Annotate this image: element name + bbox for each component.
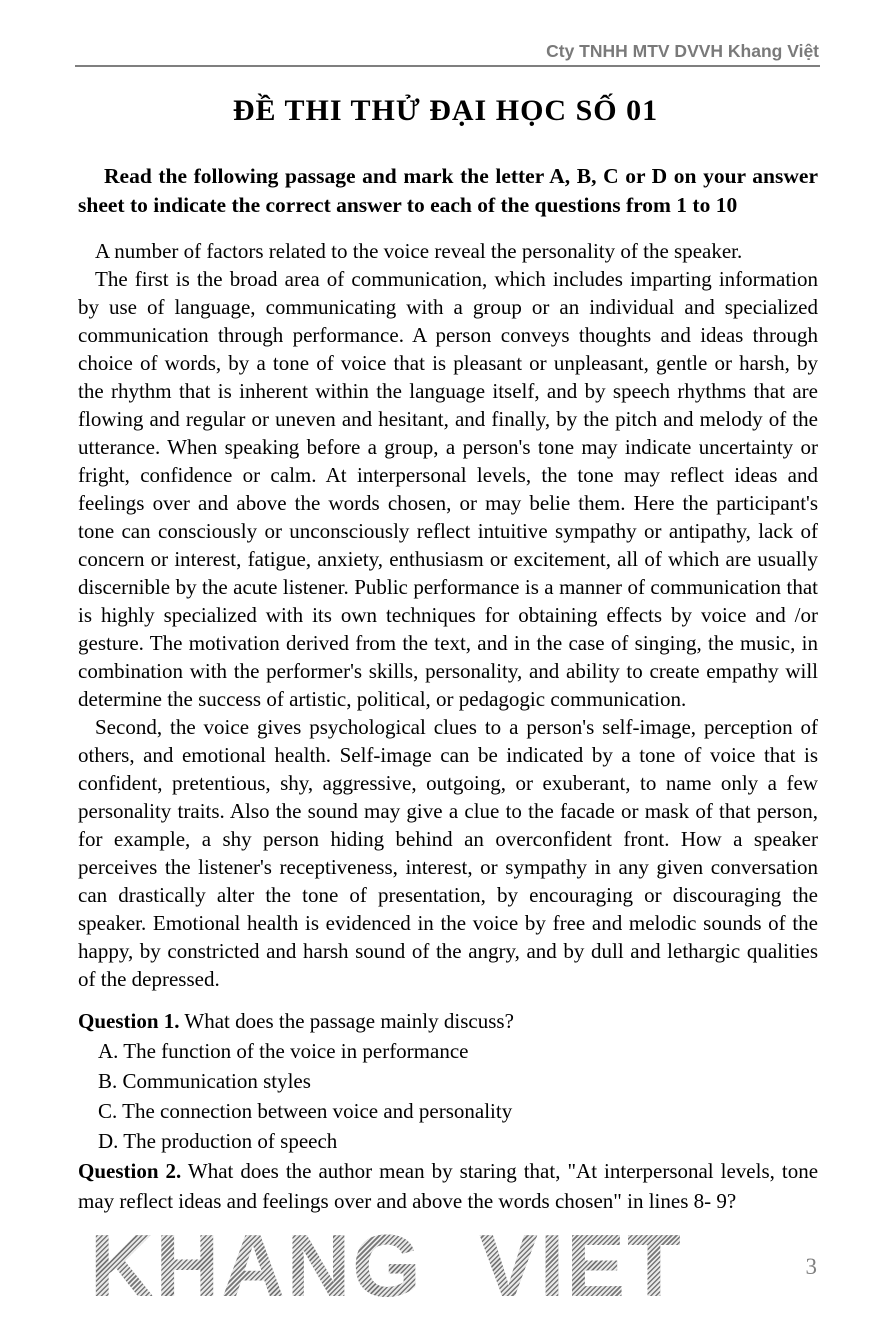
header-rule xyxy=(75,65,820,67)
instruction: Read the following passage and mark the letter A, B, C or D on your answer sheet to indicate the correct answer to each of the questions from 1 to 10 xyxy=(78,164,818,217)
page-content xyxy=(78,162,818,1216)
question-label: Question 1. xyxy=(78,1009,180,1033)
question-line xyxy=(78,1156,818,1216)
question-line xyxy=(78,1006,818,1036)
answer-option-a: A. The function of the voice in performance xyxy=(98,1039,469,1063)
question-label: Question 2. xyxy=(78,1159,182,1183)
answer-option-d: D. The production of speech xyxy=(98,1129,338,1153)
answer-option-c: C. The connection between voice and personality xyxy=(98,1099,513,1123)
passage-paragraph: A number of factors related to the voice reveal the personality of the speaker. xyxy=(95,239,743,263)
company-name: Cty TNHH MTV DVVH Khang Việt xyxy=(546,41,819,61)
passage-paragraph: The first is the broad area of communication, which includes imparting information by use of language, communicating with a group or an individual and specialized communication through performance. A person conveys thoughts and ideas through choice of words, by a tone of voice that is pleasant or unpleasant, gentle or harsh, by the rhythm that is inherent within the language itself, and by speech rhythms that are flowing and regular or uneven and hesitant, and finally, by the pitch and melody of the utterance. When speaking before a group, a person's tone may indicate uncertainty or fright, confidence or calm. At interpersonal levels, the tone may reflect ideas and feelings over and above the words chosen, or may belie them. Here the participant's tone can consciously or unconsciously reflect intuitive sympathy or antipathy, lack of concern or interest, fatigue, anxiety, enthusiasm or excitement, all of which are usually discernible by the acute listener. Public performance is a manner of communication that is highly specialized with its own techniques for obtaining effects by voice and /or gesture. The motivation derived from the text, and in the case of singing, the music, in combination with the performer's skills, personality, and ability to create empathy will determine the success of artistic, political, or pedagogic communication. xyxy=(78,267,818,711)
watermark: KHANG VIET xyxy=(90,1216,683,1315)
question-block-1 xyxy=(78,1006,818,1156)
question-block-2 xyxy=(78,1156,818,1216)
question-text: What does the author mean by staring that, "At interpersonal levels, tone may reflect ideas and feelings over and above the words chosen" in lines 8- 9? xyxy=(78,1159,819,1213)
page-title: ĐỀ THI THỬ ĐẠI HỌC SỐ 01 xyxy=(232,94,659,127)
answer-option-b: B. Communication styles xyxy=(98,1069,311,1093)
passage-paragraph: Second, the voice gives psychological clues to a person's self-image, perception of others, and emotional health. Self-image can be indicated by a tone of voice that is confident, pretentious, shy, aggressive, outgoing, or exuberant, to name only a few personality traits. Also the sound may give a clue to the facade or mask of that person, for example, a shy person hiding behind an overconfident front. How a speaker perceives the listener's receptiveness, interest, or sympathy in any given conversation can drastically alter the tone of presentation, by encouraging or discouraging the speaker. Emotional health is evidenced in the voice by free and melodic sounds of the happy, by constricted and harsh sound of the angry, and by dull and lethargic qualities of the depressed. xyxy=(78,715,818,991)
page-number: 3 xyxy=(805,1254,817,1279)
question-text: What does the passage mainly discuss? xyxy=(184,1009,514,1033)
